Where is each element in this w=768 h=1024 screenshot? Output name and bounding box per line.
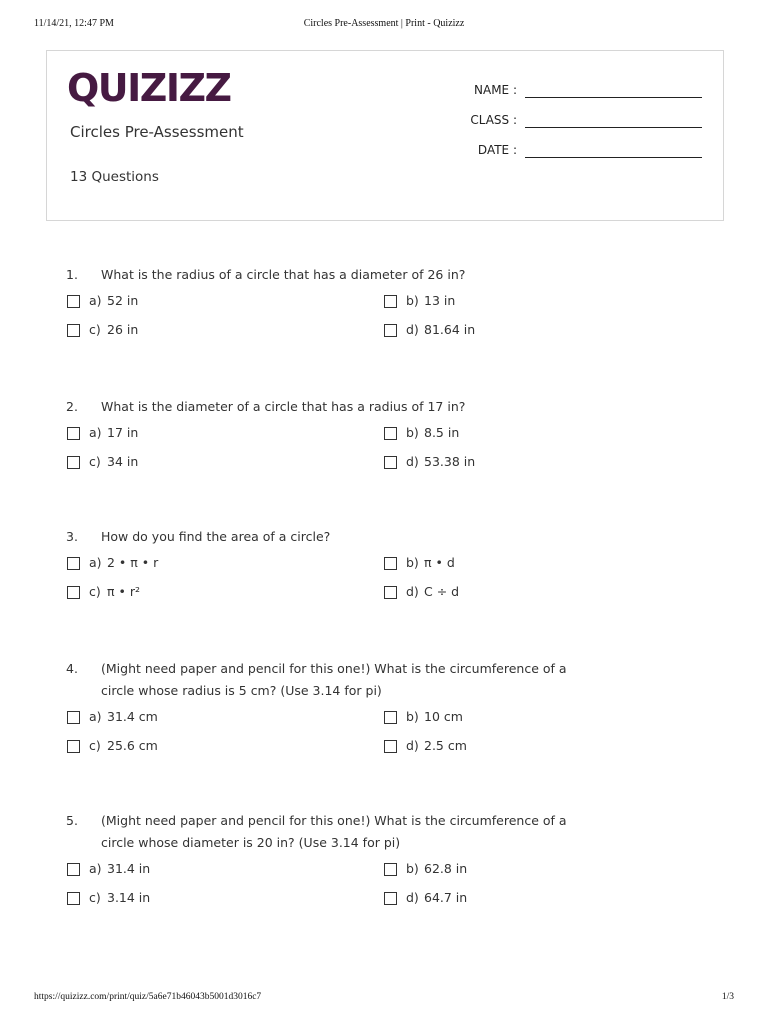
date-label: DATE : — [477, 143, 517, 157]
option-text: 34 in — [107, 454, 139, 469]
option-letter: a) — [89, 709, 102, 724]
option-letter: d) — [406, 890, 419, 905]
question-count: 13 Questions — [70, 169, 159, 185]
option-letter: c) — [89, 890, 101, 905]
question-number: 1. — [66, 267, 78, 282]
date-line[interactable] — [525, 157, 702, 158]
page-number: 1/3 — [721, 992, 734, 1002]
option-text: 31.4 cm — [107, 709, 158, 724]
option-letter: d) — [406, 454, 419, 469]
option-text: π • r² — [107, 584, 140, 599]
checkbox[interactable] — [67, 557, 80, 570]
question-number: 2. — [66, 399, 78, 414]
checkbox[interactable] — [384, 295, 397, 308]
option-letter: a) — [89, 555, 102, 570]
option-text: 53.38 in — [424, 454, 476, 469]
name-label: NAME : — [474, 83, 517, 97]
question-number: 3. — [66, 529, 78, 544]
checkbox[interactable] — [67, 740, 80, 753]
question-text: What is the diameter of a circle that has a radius of 17 in? — [101, 399, 466, 414]
question-4 — [66, 658, 706, 766]
class-label: CLASS : — [470, 113, 517, 127]
option-letter: c) — [89, 322, 101, 337]
option-text: 13 in — [424, 293, 456, 308]
option-text: 8.5 in — [424, 425, 460, 440]
class-field[interactable] — [452, 113, 702, 133]
checkbox[interactable] — [384, 324, 397, 337]
question-number: 5. — [66, 813, 78, 828]
question-1 — [66, 264, 706, 350]
option-text: 17 in — [107, 425, 139, 440]
option-text: 10 cm — [424, 709, 463, 724]
question-text: (Might need paper and pencil for this one!) What is the circumference of a circle whose diameter is 20 in? (Use 3.14 for pi) — [101, 813, 567, 850]
print-timestamp: 11/14/21, 12:47 PM — [34, 18, 114, 29]
option-letter: b) — [406, 425, 419, 440]
option-letter: a) — [89, 425, 102, 440]
option-letter: a) — [89, 861, 102, 876]
option-letter: c) — [89, 738, 101, 753]
option-text: 81.64 in — [424, 322, 476, 337]
option-text: 2.5 cm — [424, 738, 467, 753]
question-2 — [66, 396, 706, 482]
option-letter: d) — [406, 738, 419, 753]
question-text: How do you find the area of a circle? — [101, 529, 331, 544]
name-line[interactable] — [525, 97, 702, 98]
checkbox[interactable] — [67, 892, 80, 905]
checkbox[interactable] — [67, 295, 80, 308]
option-letter: d) — [406, 322, 419, 337]
option-letter: a) — [89, 293, 102, 308]
option-text: 2 • π • r — [107, 555, 159, 570]
print-url: https://quizizz.com/print/quiz/5a6e71b46043b5001d3016c7 — [34, 992, 262, 1002]
print-page-title: Circles Pre-Assessment | Print - Quizizz — [303, 18, 465, 29]
option-letter: b) — [406, 555, 419, 570]
checkbox[interactable] — [67, 427, 80, 440]
checkbox[interactable] — [67, 586, 80, 599]
question-number: 4. — [66, 661, 78, 676]
option-text: 62.8 in — [424, 861, 468, 876]
option-text: 26 in — [107, 322, 139, 337]
checkbox[interactable] — [67, 863, 80, 876]
option-text: 52 in — [107, 293, 139, 308]
option-letter: b) — [406, 293, 419, 308]
option-letter: c) — [89, 584, 101, 599]
option-text: π • d — [424, 555, 455, 570]
checkbox[interactable] — [384, 557, 397, 570]
worksheet-header-card — [46, 50, 724, 221]
date-field[interactable] — [452, 143, 702, 163]
checkbox[interactable] — [384, 711, 397, 724]
checkbox[interactable] — [384, 456, 397, 469]
checkbox[interactable] — [67, 456, 80, 469]
checkbox[interactable] — [384, 863, 397, 876]
quizizz-logo: QUIZIZZ — [67, 66, 231, 110]
option-text: 3.14 in — [107, 890, 151, 905]
name-field[interactable] — [452, 83, 702, 103]
question-5 — [66, 810, 706, 918]
option-letter: d) — [406, 584, 419, 599]
class-line[interactable] — [525, 127, 702, 128]
print-footer — [34, 992, 734, 1006]
question-text: (Might need paper and pencil for this one!) What is the circumference of a circle whose radius is 5 cm? (Use 3.14 for pi) — [101, 661, 567, 698]
question-text: What is the radius of a circle that has a diameter of 26 in? — [101, 267, 466, 282]
checkbox[interactable] — [384, 740, 397, 753]
question-3 — [66, 526, 706, 612]
option-text: 31.4 in — [107, 861, 151, 876]
option-text: 64.7 in — [424, 890, 468, 905]
option-text: 25.6 cm — [107, 738, 158, 753]
option-letter: c) — [89, 454, 101, 469]
print-header — [34, 18, 734, 32]
quiz-title: Circles Pre-Assessment — [70, 123, 244, 141]
checkbox[interactable] — [384, 892, 397, 905]
checkbox[interactable] — [384, 586, 397, 599]
checkbox[interactable] — [67, 324, 80, 337]
option-text: C ÷ d — [424, 584, 460, 599]
checkbox[interactable] — [384, 427, 397, 440]
checkbox[interactable] — [67, 711, 80, 724]
option-letter: b) — [406, 709, 419, 724]
option-letter: b) — [406, 861, 419, 876]
